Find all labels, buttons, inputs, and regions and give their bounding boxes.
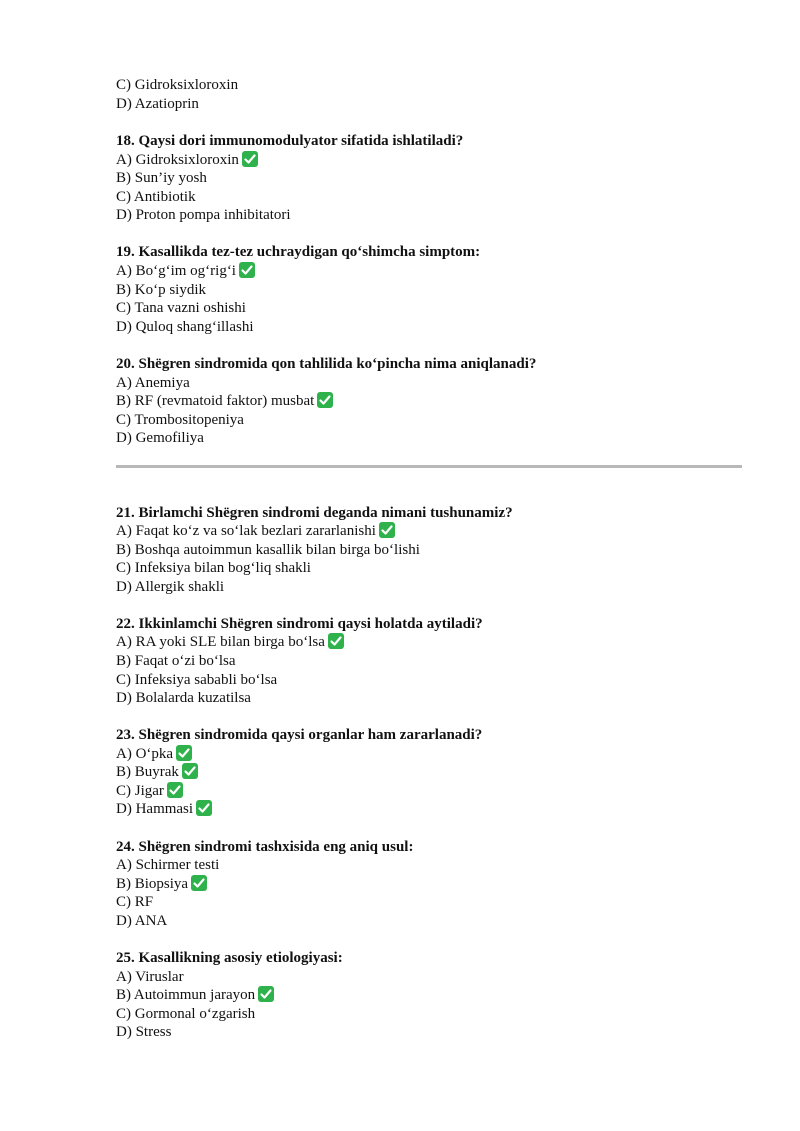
option-c: C) Gormonal o‘zgarish <box>116 1006 256 1022</box>
option-d: D) Bolalarda kuzatilsa <box>116 690 251 706</box>
option-a: A) Anemiya <box>116 375 190 391</box>
option-d: D) Hammasi <box>116 800 212 819</box>
option-d: D) Stress <box>116 1024 172 1040</box>
check-mark-icon <box>239 262 255 278</box>
option-c: C) Gidroksixloroxin <box>116 77 239 93</box>
option-d: D) Quloq shang‘illashi <box>116 319 254 335</box>
option-c: C) Jigar <box>116 782 183 801</box>
option-b: B) Boshqa autoimmun kasallik bilan birga bo‘lishi <box>116 542 420 558</box>
question-title: 25. Kasallikning asosiy etiologiyasi: <box>116 950 343 966</box>
check-mark-icon <box>196 800 212 816</box>
option-b: B) Buyrak <box>116 763 198 782</box>
option-a: A) Schirmer testi <box>116 857 220 873</box>
check-mark-icon <box>317 392 333 408</box>
check-mark-icon <box>176 745 192 761</box>
question-title: 24. Shëgren sindromi tashxisida eng aniq usul: <box>116 839 414 855</box>
option-a: A) Bo‘g‘im og‘rig‘i <box>116 262 255 281</box>
option-d: D) Gemofiliya <box>116 430 204 446</box>
check-mark-icon <box>242 151 258 167</box>
question-title: 19. Kasallikda tez-tez uchraydigan qo‘shimcha simptom: <box>116 244 481 260</box>
option-b: B) Biopsiya <box>116 875 207 894</box>
check-mark-icon <box>167 782 183 798</box>
check-mark-icon <box>258 986 274 1002</box>
option-c: C) Infeksiya bilan bog‘liq shakli <box>116 560 311 576</box>
option-a: A) Viruslar <box>116 969 184 985</box>
option-a: A) Gidroksixloroxin <box>116 151 258 170</box>
option-d: D) Azatioprin <box>116 96 199 112</box>
check-mark-icon <box>328 633 344 649</box>
option-b: B) RF (revmatoid faktor) musbat <box>116 392 333 411</box>
question-title: 20. Shëgren sindromida qon tahlilida ko‘pincha nima aniqlanadi? <box>116 356 537 372</box>
option-c: C) Trombositopeniya <box>116 412 244 428</box>
option-a: A) Faqat ko‘z va so‘lak bezlari zararlanishi <box>116 522 395 541</box>
question-title: 22. Ikkinlamchi Shëgren sindromi qaysi holatda aytiladi? <box>116 616 483 632</box>
option-d: D) Allergik shakli <box>116 579 225 595</box>
option-c: C) Antibiotik <box>116 189 196 205</box>
option-b: B) Sun’iy yosh <box>116 170 207 186</box>
check-mark-icon <box>182 763 198 779</box>
option-b: B) Autoimmun jarayon <box>116 986 274 1005</box>
option-d: D) Proton pompa inhibitatori <box>116 207 291 223</box>
option-a: A) RA yoki SLE bilan birga bo‘lsa <box>116 633 344 652</box>
option-b: B) Ko‘p siydik <box>116 282 206 298</box>
check-mark-icon <box>191 875 207 891</box>
option-a: A) O‘pka <box>116 745 192 764</box>
horizontal-divider <box>116 465 742 468</box>
option-c: C) Tana vazni oshishi <box>116 300 246 316</box>
option-c: C) RF <box>116 894 154 910</box>
question-title: 21. Birlamchi Shëgren sindromi deganda nimani tushunamiz? <box>116 505 513 521</box>
question-title: 18. Qaysi dori immunomodulyator sifatida ishlatiladi? <box>116 133 464 149</box>
question-title: 23. Shëgren sindromida qaysi organlar ham zararlanadi? <box>116 727 483 743</box>
option-d: D) ANA <box>116 913 168 929</box>
check-mark-icon <box>379 522 395 538</box>
option-b: B) Faqat o‘zi bo‘lsa <box>116 653 236 669</box>
option-c: C) Infeksiya sababli bo‘lsa <box>116 672 278 688</box>
